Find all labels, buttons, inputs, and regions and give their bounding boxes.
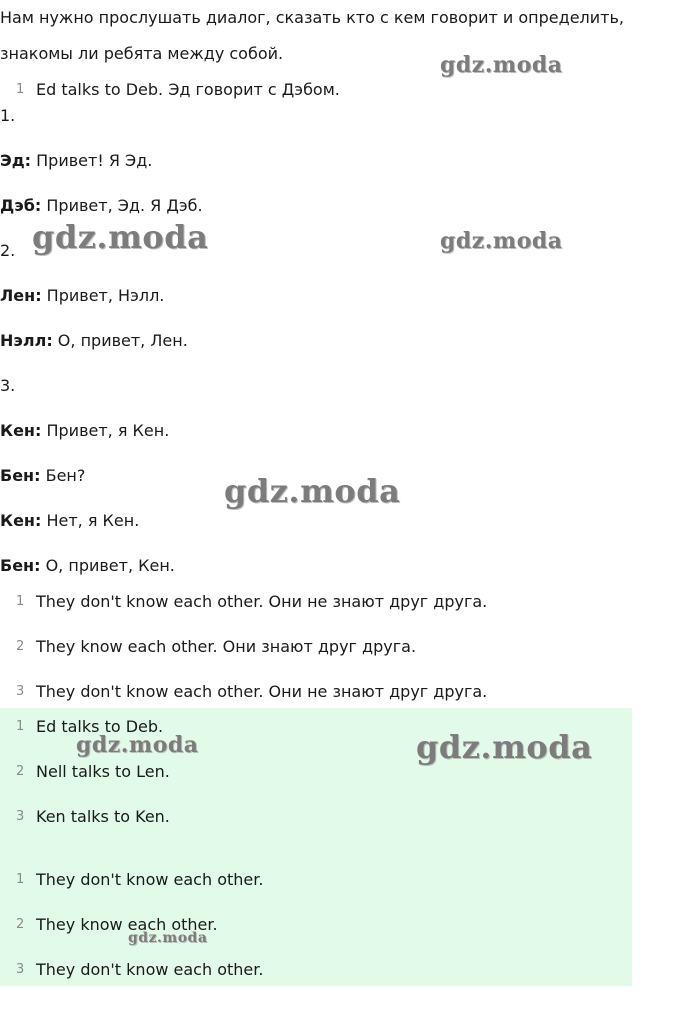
utterance: Нет, я Кен.	[41, 511, 140, 530]
utterance: Привет, я Кен.	[41, 421, 170, 440]
watermark: gdz.moda	[224, 472, 401, 510]
utterance: Привет, Эд. Я Дэб.	[41, 196, 203, 215]
answer-item: Ed talks to Deb.	[36, 717, 164, 736]
intro-line-1: Нам нужно прослушать диалог, сказать кто с кем говорит и определить,	[0, 8, 625, 27]
answer-item: They know each other.	[36, 915, 218, 934]
answer-number: 1	[16, 719, 25, 734]
utterance: О, привет, Кен.	[40, 556, 175, 575]
list-item: They don't know each other. Они не знают друг друга.	[36, 682, 488, 701]
list-number: 3	[16, 684, 25, 699]
watermark: gdz.moda	[128, 930, 208, 946]
dialogue-label: 3.	[0, 376, 16, 395]
dialogue-label: 1.	[0, 106, 16, 125]
watermark: gdz.moda	[416, 728, 593, 766]
task-text: Ed talks to Deb. Эд говорит с Дэбом.	[36, 80, 340, 99]
answer-item: Nell talks to Len.	[36, 762, 170, 781]
dialogue-line	[0, 151, 152, 171]
dialogue-line	[0, 331, 188, 351]
dialogue-line	[0, 421, 169, 441]
utterance: Привет! Я Эд.	[31, 151, 153, 170]
dialogue-line	[0, 466, 85, 486]
list-number: 1	[16, 594, 25, 609]
dialogue-line	[0, 286, 164, 306]
speaker: Кен:	[0, 421, 42, 440]
utterance: Бен?	[40, 466, 86, 485]
list-item: They don't know each other. Они не знают друг друга.	[36, 592, 488, 611]
task-number: 1	[16, 82, 25, 97]
list-item: They know each other. Они знают друг друга.	[36, 637, 417, 656]
speaker: Эд:	[0, 151, 32, 170]
list-number: 2	[16, 639, 25, 654]
speaker: Нэлл:	[0, 331, 53, 350]
speaker: Дэб:	[0, 196, 42, 215]
answer-item: They don't know each other.	[36, 870, 264, 889]
dialogue-label: 2.	[0, 241, 16, 260]
watermark: gdz.moda	[32, 218, 209, 256]
answer-number: 3	[16, 809, 25, 824]
answer-number: 3	[16, 962, 25, 977]
answer-number: 2	[16, 764, 25, 779]
watermark: gdz.moda	[76, 732, 199, 758]
speaker: Лен:	[0, 286, 42, 305]
answer-item: Ken talks to Ken.	[36, 807, 170, 826]
answer-number: 1	[16, 872, 25, 887]
speaker: Кен:	[0, 511, 42, 530]
speaker: Бен:	[0, 556, 41, 575]
answer-number: 2	[16, 917, 25, 932]
intro-line-2: знакомы ли ребята между собой.	[0, 44, 284, 63]
watermark: gdz.moda	[440, 52, 563, 78]
dialogue-line	[0, 556, 175, 576]
answer-item: They don't know each other.	[36, 960, 264, 979]
watermark: gdz.moda	[440, 228, 563, 254]
dialogue-line	[0, 196, 203, 216]
utterance: О, привет, Лен.	[52, 331, 188, 350]
speaker: Бен:	[0, 466, 41, 485]
dialogue-line	[0, 511, 139, 531]
utterance: Привет, Нэлл.	[41, 286, 165, 305]
